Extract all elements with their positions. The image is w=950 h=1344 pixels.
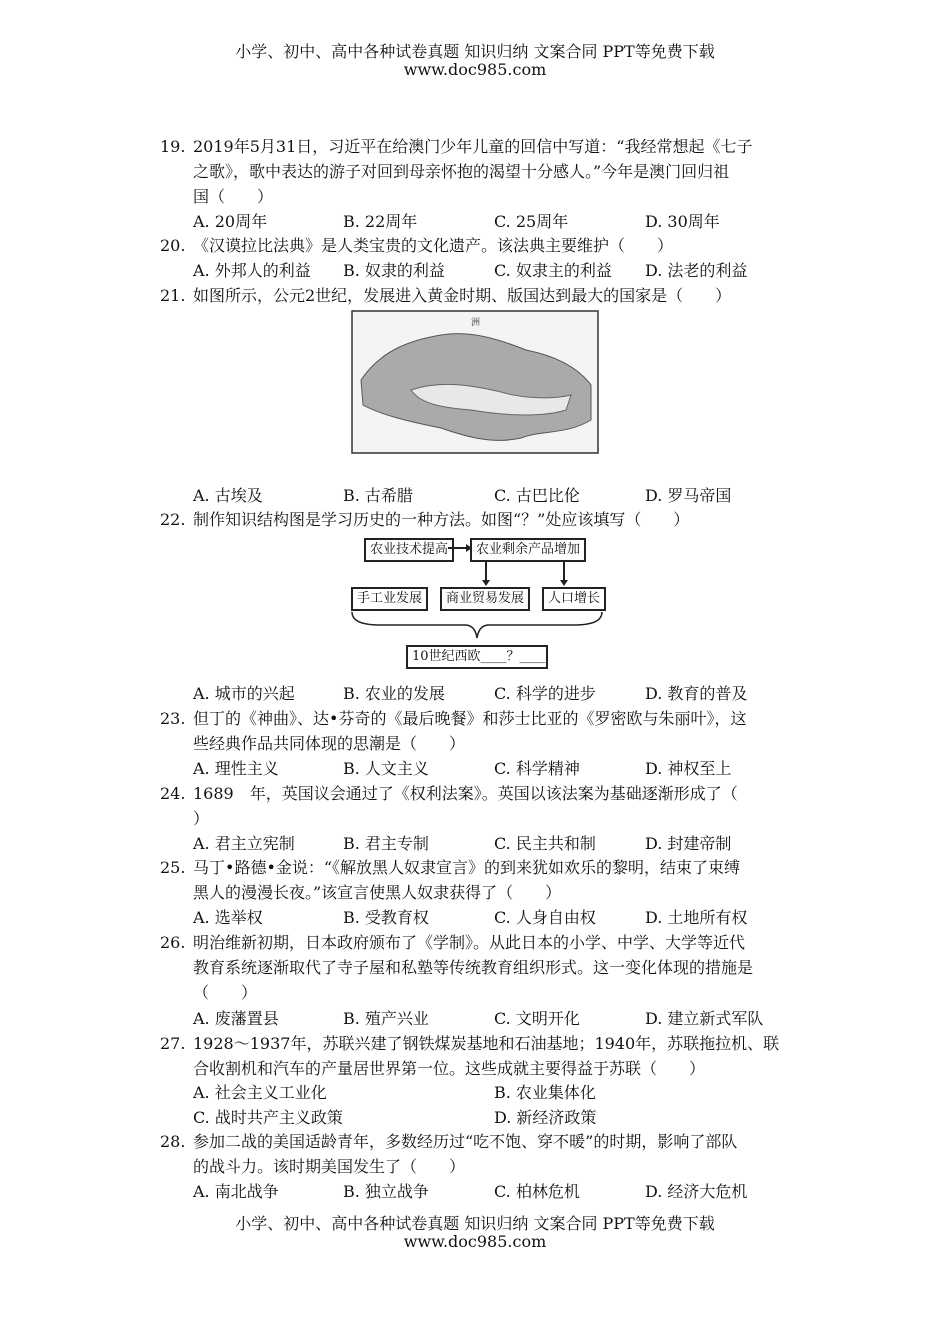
question-text: 之歌》，歌中表达的游子对回到母亲怀抱的渴望十分感人。”今年是澳门回归祖	[193, 161, 730, 181]
answer-option[interactable]: C. 柏林危机	[494, 1182, 580, 1201]
question-text: （ ）	[193, 982, 258, 1002]
map-label: 洲	[471, 318, 481, 328]
question-text: 1689 年，英国议会通过了《权利法案》。英国以该法案为基础逐渐形成了（	[193, 784, 738, 803]
answer-option[interactable]: A. 古埃及	[193, 486, 263, 505]
answer-option[interactable]: C. 科学的进步	[494, 684, 596, 703]
question-text: 些经典作品共同体现的思潮是（ ）	[193, 733, 466, 753]
footer-line1: 小学、初中、高中各种试卷真题 知识归纳 文案合同 PPT等免费下载	[235, 1214, 715, 1233]
answer-option[interactable]: C. 战时共产主义政策	[193, 1108, 343, 1127]
answer-option[interactable]: B. 古希腊	[343, 486, 413, 505]
diagram-box-handicraft: 手工业发展	[351, 587, 428, 611]
question-text: 马丁•路德•金说：“《解放黑人奴隶宣言》的到来犹如欢乐的黎明，结束了束缚	[193, 858, 741, 877]
answer-option[interactable]: C. 人身自由权	[494, 908, 596, 927]
answer-option[interactable]: B. 农业的发展	[343, 684, 445, 703]
answer-option[interactable]: D. 神权至上	[645, 759, 732, 778]
question-number: 20.	[160, 236, 186, 255]
answer-option[interactable]: D. 罗马帝国	[645, 486, 732, 505]
answer-option[interactable]: B. 22周年	[343, 212, 418, 231]
answer-option[interactable]: A. 南北战争	[193, 1182, 279, 1201]
diagram-box-result: 10世纪西欧____？____	[406, 645, 548, 669]
answer-option[interactable]: A. 外邦人的利益	[193, 261, 311, 280]
question-number: 22.	[160, 510, 186, 529]
answer-option[interactable]: B. 君主专制	[343, 834, 429, 853]
answer-option[interactable]: B. 人文主义	[343, 759, 429, 778]
diagram-arrows	[340, 530, 620, 650]
question-text: 国（ ）	[193, 186, 274, 206]
answer-option[interactable]: D. 封建帝制	[645, 834, 732, 853]
footer-url[interactable]: www.doc985.com	[403, 1232, 547, 1251]
answer-option[interactable]: C. 民主共和制	[494, 834, 596, 853]
question-text: 参加二战的美国适龄青年，多数经历过“吃不饱、穿不暖”的时期，影响了部队	[193, 1132, 738, 1151]
answer-option[interactable]: C. 古巴比伦	[494, 486, 580, 505]
answer-option[interactable]: D. 经济大危机	[645, 1182, 748, 1201]
question-number: 27.	[160, 1034, 186, 1053]
answer-option[interactable]: D. 新经济政策	[494, 1108, 597, 1127]
diagram-box-population: 人口增长	[542, 587, 606, 611]
answer-option[interactable]: B. 殖产兴业	[343, 1009, 429, 1028]
answer-option[interactable]: B. 受教育权	[343, 908, 429, 927]
question-number: 21.	[160, 286, 186, 305]
answer-option[interactable]: D. 建立新式军队	[645, 1009, 764, 1028]
answer-option[interactable]: A. 君主立宪制	[193, 834, 295, 853]
answer-option[interactable]: D. 教育的普及	[645, 684, 748, 703]
question-text: 如图所示，公元2世纪，发展进入黄金时期、版国达到最大的国家是（ ）	[193, 286, 732, 305]
diagram-box-commerce: 商业贸易发展	[440, 587, 530, 611]
answer-option[interactable]: A. 理性主义	[193, 759, 279, 778]
answer-option[interactable]: D. 30周年	[645, 212, 720, 231]
answer-option[interactable]: B. 独立战争	[343, 1182, 429, 1201]
question-number: 28.	[160, 1132, 186, 1151]
question-number: 24.	[160, 784, 186, 803]
question-text: 合收割机和汽车的产量居世界第一位。这些成就主要得益于苏联（ ）	[193, 1058, 706, 1078]
question-text: 明治维新初期，日本政府颁布了《学制》。从此日本的小学、中学、大学等近代	[193, 933, 746, 952]
header-url[interactable]: www.doc985.com	[403, 60, 547, 79]
answer-option[interactable]: C. 文明开化	[494, 1009, 580, 1028]
answer-option[interactable]: A. 城市的兴起	[193, 684, 295, 703]
question-number: 23.	[160, 709, 186, 728]
diagram-box-surplus: 农业剩余产品增加	[470, 538, 586, 562]
answer-option[interactable]: A. 选举权	[193, 908, 263, 927]
header-line1: 小学、初中、高中各种试卷真题 知识归纳 文案合同 PPT等免费下载	[235, 42, 715, 61]
question-text: 制作知识结构图是学习历史的一种方法。如图“？”处应该填写（ ）	[193, 510, 690, 529]
answer-option[interactable]: C. 25周年	[494, 212, 569, 231]
answer-option[interactable]: B. 农业集体化	[494, 1083, 596, 1102]
answer-option[interactable]: C. 科学精神	[494, 759, 580, 778]
diagram-box-agri-tech: 农业技术提高	[364, 538, 454, 562]
answer-option[interactable]: C. 奴隶主的利益	[494, 261, 612, 280]
question-text: 但丁的《神曲》、达•芬奇的《最后晚餐》和莎士比亚的《罗密欧与朱丽叶》，这	[193, 709, 747, 728]
answer-option[interactable]: B. 奴隶的利益	[343, 261, 445, 280]
question-number: 26.	[160, 933, 186, 952]
question-text: 《汉谟拉比法典》是人类宝贵的文化遗产。该法典主要维护（ ）	[193, 236, 674, 255]
question-text: 1928～1937年，苏联兴建了钢铁煤炭基地和石油基地；1940年，苏联拖拉机、联	[193, 1034, 780, 1053]
question-text: ）	[193, 808, 210, 828]
roman-empire-map	[351, 310, 599, 454]
answer-option[interactable]: A. 20周年	[193, 212, 268, 231]
answer-option[interactable]: A. 废藩置县	[193, 1009, 279, 1028]
question-number: 19.	[160, 137, 186, 156]
question-text: 2019年5月31日，习近平在给澳门少年儿童的回信中写道：“我经常想起《七子	[193, 137, 753, 156]
answer-option[interactable]: D. 法老的利益	[645, 261, 748, 280]
question-number: 25.	[160, 858, 186, 877]
question-text: 的战斗力。该时期美国发生了（ ）	[193, 1156, 466, 1176]
answer-option[interactable]: D. 土地所有权	[645, 908, 748, 927]
question-text: 黑人的漫漫长夜。”该宣言使黑人奴隶获得了（ ）	[193, 882, 562, 902]
answer-option[interactable]: A. 社会主义工业化	[193, 1083, 327, 1102]
question-text: 教育系统逐渐取代了寺子屋和私塾等传统教育组织形式。这一变化体现的措施是	[193, 957, 754, 977]
